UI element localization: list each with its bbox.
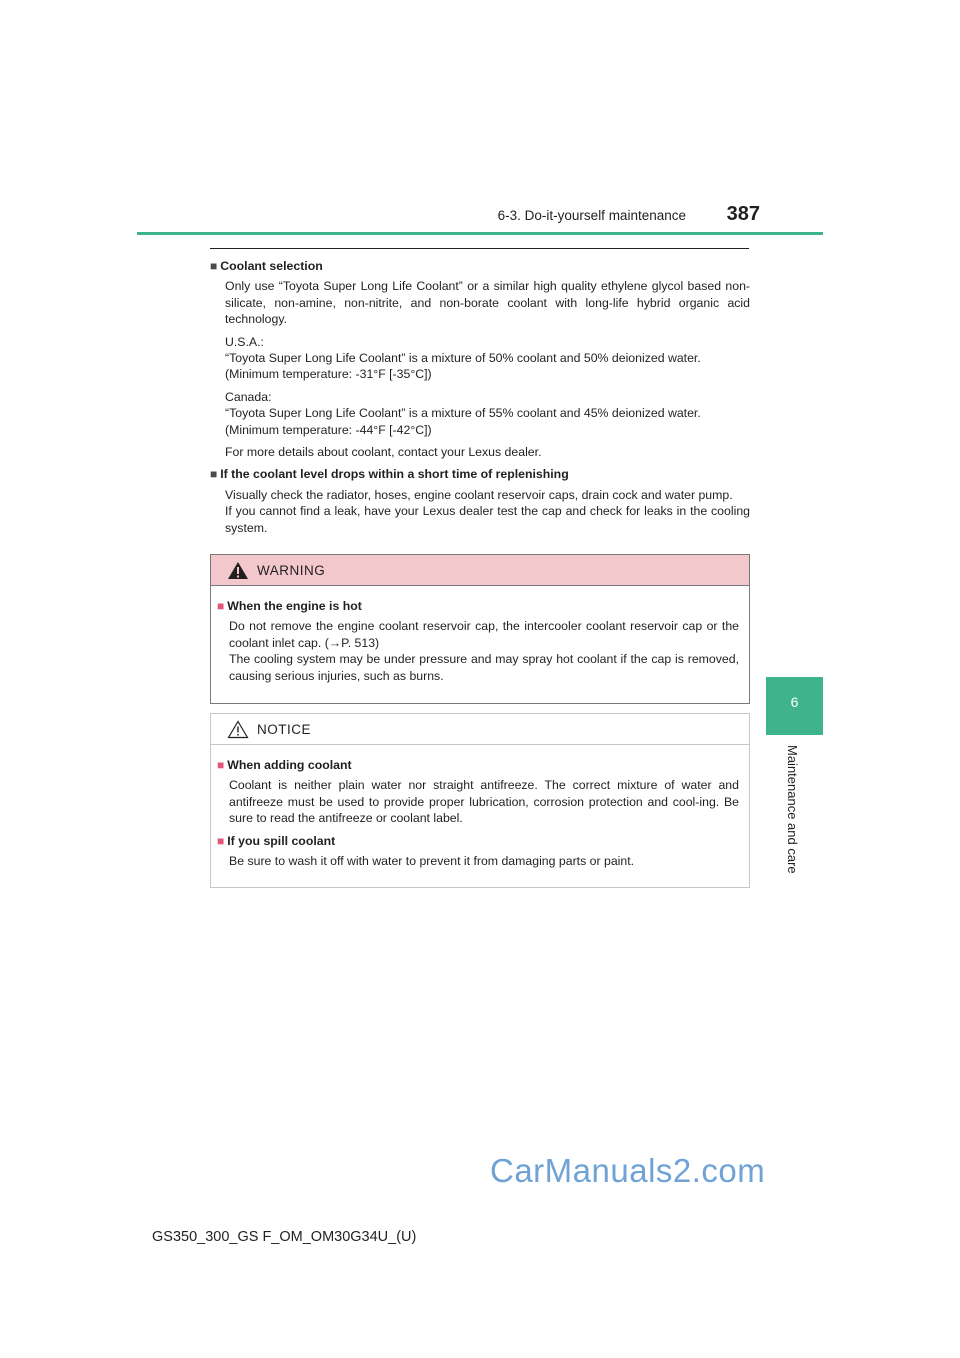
warning-box xyxy=(210,554,750,704)
min-temp-text: (Minimum temperature: -44°F [-42°C]) xyxy=(225,422,432,437)
mixture-text: “Toyota Super Long Life Coolant” is a mixture of 50% coolant and 50% deionized water. xyxy=(225,351,701,366)
section-heading-coolant-selection: ■ Coolant selection xyxy=(210,259,323,273)
section-title: 6-3. Do-it-yourself maintenance xyxy=(497,208,686,223)
square-bullet-icon: ■ xyxy=(217,758,225,772)
content-divider xyxy=(210,248,749,249)
notice-heading: ■ If you spill coolant xyxy=(217,833,336,848)
caution-triangle-icon xyxy=(227,720,249,739)
paragraph: Visually check the radiator, hoses, engine coolant reservoir caps, drain cock and water pump. xyxy=(225,487,733,502)
paragraph: Only use “Toyota Super Long Life Coolant” or a similar high quality ethylene glycol based non-silicate, non-amine, non-nitrite, and non-borate coolant with long-life hybrid organic acid technology. xyxy=(225,279,750,327)
warning-header xyxy=(211,555,749,586)
square-bullet-icon: ■ xyxy=(217,833,225,848)
square-bullet-icon: ■ xyxy=(210,467,218,482)
chapter-number: 6 xyxy=(790,694,799,710)
paragraph: For more details about coolant, contact your Lexus dealer. xyxy=(225,445,542,460)
paragraph-group xyxy=(225,487,750,536)
warning-title: WARNING xyxy=(257,562,326,578)
paragraph: If you cannot find a leak, have your Lexus dealer test the cap and check for leaks in the cooling system. xyxy=(225,504,750,535)
notice-header xyxy=(211,714,749,745)
notice-heading: ■ When adding coolant xyxy=(217,758,352,772)
warning-paragraph: The cooling system may be under pressure and may spray hot coolant if the cap is removed, causing serious injuries, such as burns. xyxy=(229,652,739,683)
notice-title: NOTICE xyxy=(257,721,312,737)
main-content xyxy=(210,258,750,540)
notice-paragraph: Be sure to wash it off with water to prevent it from damaging parts or paint. xyxy=(229,854,635,869)
page-number: 387 xyxy=(726,203,760,225)
min-temp-text: (Minimum temperature: -31°F [-35°C]) xyxy=(225,367,432,382)
mixture-text: “Toyota Super Long Life Coolant” is a mixture of 55% coolant and 45% deionized water. xyxy=(225,406,701,421)
header-rule xyxy=(137,232,823,235)
usa-block xyxy=(225,334,750,383)
region-label: Canada: xyxy=(225,389,272,404)
warning-body xyxy=(211,586,749,684)
canada-block xyxy=(225,389,750,438)
notice-paragraph: Coolant is neither plain water nor straight antifreeze. The correct mixture of water and antifreeze must be used to provide proper lubrication, corrosion protection and cool-ing. Be sure to read the antifreeze or coolant label. xyxy=(229,778,739,826)
chapter-tab xyxy=(766,677,823,735)
warning-heading: ■ When the engine is hot xyxy=(217,599,362,613)
notice-body xyxy=(211,745,749,869)
section-heading-coolant-drops: ■ If the coolant level drops within a short time of replenishing xyxy=(210,467,569,482)
notice-box xyxy=(210,713,750,888)
square-bullet-icon: ■ xyxy=(217,599,225,613)
watermark: CarManuals2.com xyxy=(490,1152,766,1189)
warning-paragraph: Do not remove the engine coolant reservoir cap, the intercooler coolant reservoir cap or the coolant inlet cap. (→P. 513) xyxy=(229,619,739,650)
region-label: U.S.A.: xyxy=(225,334,264,349)
chapter-label: Maintenance and care xyxy=(785,745,800,874)
square-bullet-icon: ■ xyxy=(210,259,218,273)
document-code: GS350_300_GS F_OM_OM30G34U_(U) xyxy=(152,1229,417,1245)
warning-triangle-icon xyxy=(227,561,249,580)
